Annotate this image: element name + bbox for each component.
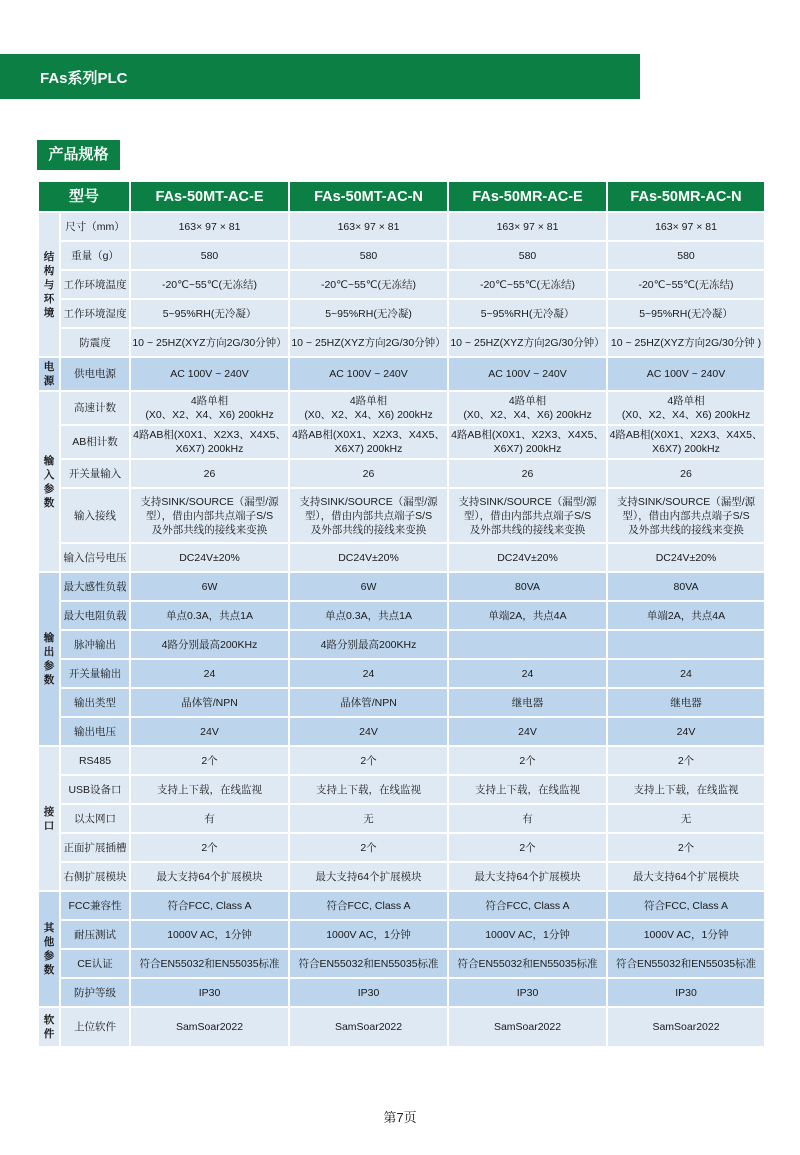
spec-group	[38, 212, 765, 357]
spec-value: 符合EN55032和EN55035标准	[448, 949, 607, 978]
spec-value: 4路单相 (X0、X2、X4、X6) 200kHz	[607, 391, 765, 425]
table-row	[38, 328, 765, 357]
spec-value: 2个	[607, 833, 765, 862]
spec-value: AC 100V ~ 240V	[289, 357, 448, 391]
spec-value: DC24V±20%	[289, 543, 448, 572]
group-label: 接 口	[38, 746, 60, 891]
spec-value: 24V	[289, 717, 448, 746]
table-row	[38, 688, 765, 717]
spec-value: 24V	[130, 717, 289, 746]
spec-value: 163× 97 × 81	[289, 212, 448, 241]
spec-value: 24V	[448, 717, 607, 746]
spec-value: 最大支持64个扩展模块	[289, 862, 448, 891]
table-row	[38, 241, 765, 270]
spec-value: SamSoar2022	[130, 1007, 289, 1047]
spec-value: 符合EN55032和EN55035标准	[130, 949, 289, 978]
spec-value: DC24V±20%	[130, 543, 289, 572]
param-label: 输入接线	[60, 488, 130, 543]
param-label: 输入信号电压	[60, 543, 130, 572]
spec-value: 5~95%RH(无冷凝）	[130, 299, 289, 328]
param-label: 以太网口	[60, 804, 130, 833]
param-label: 防护等级	[60, 978, 130, 1007]
spec-value	[448, 630, 607, 659]
spec-value: 580	[607, 241, 765, 270]
spec-value: 单点0.3A，共点1A	[289, 601, 448, 630]
spec-value: 无	[607, 804, 765, 833]
param-label: 脉冲输出	[60, 630, 130, 659]
param-label: 右侧扩展模块	[60, 862, 130, 891]
spec-value: 继电器	[607, 688, 765, 717]
spec-value: 580	[289, 241, 448, 270]
spec-value: 4路单相 (X0、X2、X4、X6) 200kHz	[289, 391, 448, 425]
spec-value: SamSoar2022	[289, 1007, 448, 1047]
table-row	[38, 659, 765, 688]
param-label: 开关量输出	[60, 659, 130, 688]
spec-value: 4路分别最高200KHz	[289, 630, 448, 659]
spec-value: IP30	[448, 978, 607, 1007]
param-label: FCC兼容性	[60, 891, 130, 920]
model-name: FAs-50MT-AC-E	[130, 181, 289, 212]
section-title: 产品规格	[37, 140, 120, 170]
spec-value: 163× 97 × 81	[130, 212, 289, 241]
table-row	[38, 357, 765, 391]
spec-value: -20℃~55℃(无冻结)	[607, 270, 765, 299]
param-label: 正面扩展插槽	[60, 833, 130, 862]
spec-value: 单端2A，共点4A	[448, 601, 607, 630]
table-row	[38, 459, 765, 488]
table-row	[38, 949, 765, 978]
spec-value: 10 ~ 25HZ(XYZ方向2G/30分钟）	[130, 328, 289, 357]
param-label: 上位软件	[60, 1007, 130, 1047]
spec-value: 支持SINK/SOURCE（漏型/源 型），借由内部共点端子S/S 及外部共线的接线来变换	[289, 488, 448, 543]
table-row	[38, 543, 765, 572]
spec-value: 2个	[448, 746, 607, 775]
spec-value: 1000V AC，1分钟	[289, 920, 448, 949]
param-label: 开关量输入	[60, 459, 130, 488]
table-row	[38, 1007, 765, 1047]
spec-value: IP30	[130, 978, 289, 1007]
table-row	[38, 833, 765, 862]
spec-value: 单端2A，共点4A	[607, 601, 765, 630]
param-label: AB相计数	[60, 425, 130, 459]
spec-value: 支持上下载，在线监视	[448, 775, 607, 804]
spec-value: 2个	[130, 833, 289, 862]
model-name: FAs-50MR-AC-N	[607, 181, 765, 212]
spec-value: -20℃~55℃(无冻结)	[289, 270, 448, 299]
table-row	[38, 299, 765, 328]
spec-value: 24	[448, 659, 607, 688]
spec-value: 163× 97 × 81	[607, 212, 765, 241]
spec-value: 有	[448, 804, 607, 833]
spec-value: AC 100V ~ 240V	[130, 357, 289, 391]
group-label: 电 源	[38, 357, 60, 391]
spec-value: 4路单相 (X0、X2、X4、X6) 200kHz	[130, 391, 289, 425]
table-row	[38, 630, 765, 659]
spec-value: 4路AB相(X0X1、X2X3、X4X5、 X6X7) 200kHz	[289, 425, 448, 459]
spec-value: 5~95%RH(无冷凝)	[289, 299, 448, 328]
table-row	[38, 572, 765, 601]
spec-value: AC 100V ~ 240V	[607, 357, 765, 391]
group-label: 软 件	[38, 1007, 60, 1047]
spec-group	[38, 746, 765, 891]
spec-value: 符合EN55032和EN55035标准	[289, 949, 448, 978]
spec-value: 2个	[448, 833, 607, 862]
param-label: 最大电阻负载	[60, 601, 130, 630]
spec-value: IP30	[607, 978, 765, 1007]
spec-value: 无	[289, 804, 448, 833]
spec-value: 1000V AC，1分钟	[130, 920, 289, 949]
spec-value: 24	[607, 659, 765, 688]
spec-value: 支持SINK/SOURCE（漏型/源 型），借由内部共点端子S/S 及外部共线的接线来变换	[448, 488, 607, 543]
spec-value: DC24V±20%	[448, 543, 607, 572]
table-row	[38, 391, 765, 425]
spec-value: 26	[130, 459, 289, 488]
table-row	[38, 270, 765, 299]
table-row	[38, 775, 765, 804]
spec-value: 4路单相 (X0、X2、X4、X6) 200kHz	[448, 391, 607, 425]
page-number: 第7页	[383, 1110, 417, 1125]
spec-value: 单点0.3A，共点1A	[130, 601, 289, 630]
spec-value: SamSoar2022	[448, 1007, 607, 1047]
param-label: 尺寸（mm）	[60, 212, 130, 241]
spec-value: 1000V AC，1分钟	[607, 920, 765, 949]
spec-value: 继电器	[448, 688, 607, 717]
spec-value: 24	[130, 659, 289, 688]
spec-value: 580	[448, 241, 607, 270]
model-name: FAs-50MT-AC-N	[289, 181, 448, 212]
table-row	[38, 804, 765, 833]
spec-value: 2个	[289, 746, 448, 775]
table-row	[38, 891, 765, 920]
param-label: 耐压测试	[60, 920, 130, 949]
spec-value: 支持SINK/SOURCE（漏型/源 型），借由内部共点端子S/S 及外部共线的接线来变换	[130, 488, 289, 543]
spec-value: -20℃~55℃(无冻结)	[130, 270, 289, 299]
group-label: 其 他 参 数	[38, 891, 60, 1007]
model-header: 型号	[38, 181, 130, 212]
spec-value: 有	[130, 804, 289, 833]
table-row	[38, 862, 765, 891]
spec-group	[38, 572, 765, 746]
spec-value: 24	[289, 659, 448, 688]
spec-table	[37, 180, 766, 1048]
spec-value: 4路AB相(X0X1、X2X3、X4X5、 X6X7) 200kHz	[130, 425, 289, 459]
spec-value: 580	[130, 241, 289, 270]
spec-value: IP30	[289, 978, 448, 1007]
model-header-row	[38, 181, 765, 212]
table-row	[38, 920, 765, 949]
spec-value: 最大支持64个扩展模块	[130, 862, 289, 891]
spec-value: 24V	[607, 717, 765, 746]
spec-value: 6W	[130, 572, 289, 601]
spec-group	[38, 391, 765, 572]
param-label: 工作环境温度	[60, 270, 130, 299]
param-label: 输出电压	[60, 717, 130, 746]
group-label: 结 构 与 环 境	[38, 212, 60, 357]
spec-value: 最大支持64个扩展模块	[607, 862, 765, 891]
spec-value: 10 ~ 25HZ(XYZ方向2G/30分钟 )	[607, 328, 765, 357]
spec-value: 80VA	[607, 572, 765, 601]
table-row	[38, 717, 765, 746]
spec-value: 支持上下载，在线监视	[130, 775, 289, 804]
spec-group	[38, 1007, 765, 1047]
param-label: USB设备口	[60, 775, 130, 804]
spec-value: 支持上下载，在线监视	[289, 775, 448, 804]
spec-value: 支持SINK/SOURCE（漏型/源 型），借由内部共点端子S/S 及外部共线的接线来变换	[607, 488, 765, 543]
spec-value: AC 100V ~ 240V	[448, 357, 607, 391]
spec-value: DC24V±20%	[607, 543, 765, 572]
spec-group	[38, 891, 765, 1007]
spec-value: 26	[607, 459, 765, 488]
table-row	[38, 978, 765, 1007]
table-row	[38, 212, 765, 241]
spec-value: 6W	[289, 572, 448, 601]
spec-value: 80VA	[448, 572, 607, 601]
spec-value: 符合FCC, Class A	[607, 891, 765, 920]
spec-value: 符合EN55032和EN55035标准	[607, 949, 765, 978]
spec-group	[38, 357, 765, 391]
spec-value: 符合FCC, Class A	[130, 891, 289, 920]
param-label: 输出类型	[60, 688, 130, 717]
spec-value: 4路分别最高200KHz	[130, 630, 289, 659]
spec-value: 1000V AC，1分钟	[448, 920, 607, 949]
spec-value: 2个	[130, 746, 289, 775]
spec-value: 2个	[607, 746, 765, 775]
spec-value: 4路AB相(X0X1、X2X3、X4X5、 X6X7) 200kHz	[448, 425, 607, 459]
param-label: 最大感性负载	[60, 572, 130, 601]
spec-value: 晶体管/NPN	[289, 688, 448, 717]
spec-value	[607, 630, 765, 659]
spec-value: SamSoar2022	[607, 1007, 765, 1047]
table-row	[38, 746, 765, 775]
param-label: CE认证	[60, 949, 130, 978]
spec-value: -20℃~55℃(无冻结)	[448, 270, 607, 299]
spec-value: 26	[289, 459, 448, 488]
table-row	[38, 425, 765, 459]
spec-value: 4路AB相(X0X1、X2X3、X4X5、 X6X7) 200kHz	[607, 425, 765, 459]
spec-value: 符合FCC, Class A	[448, 891, 607, 920]
spec-value: 晶体管/NPN	[130, 688, 289, 717]
param-label: RS485	[60, 746, 130, 775]
series-title: FAs系列PLC	[40, 70, 128, 87]
spec-value: 10 ~ 25HZ(XYZ方向2G/30分钟）	[448, 328, 607, 357]
param-label: 供电电源	[60, 357, 130, 391]
param-label: 防震度	[60, 328, 130, 357]
group-label: 输 入 参 数	[38, 391, 60, 572]
param-label: 重量（g）	[60, 241, 130, 270]
header-bar	[0, 54, 640, 99]
spec-value: 10 ~ 25HZ(XYZ方向2G/30分钟）	[289, 328, 448, 357]
param-label: 高速计数	[60, 391, 130, 425]
table-row	[38, 488, 765, 543]
spec-value: 5~95%RH(无冷凝）	[448, 299, 607, 328]
spec-value: 26	[448, 459, 607, 488]
spec-value: 符合FCC, Class A	[289, 891, 448, 920]
table-row	[38, 601, 765, 630]
spec-value: 5~95%RH(无冷凝）	[607, 299, 765, 328]
spec-value: 163× 97 × 81	[448, 212, 607, 241]
spec-value: 最大支持64个扩展模块	[448, 862, 607, 891]
spec-value: 2个	[289, 833, 448, 862]
spec-value: 支持上下载，在线监视	[607, 775, 765, 804]
model-name: FAs-50MR-AC-E	[448, 181, 607, 212]
param-label: 工作环境湿度	[60, 299, 130, 328]
group-label: 输 出 参 数	[38, 572, 60, 746]
